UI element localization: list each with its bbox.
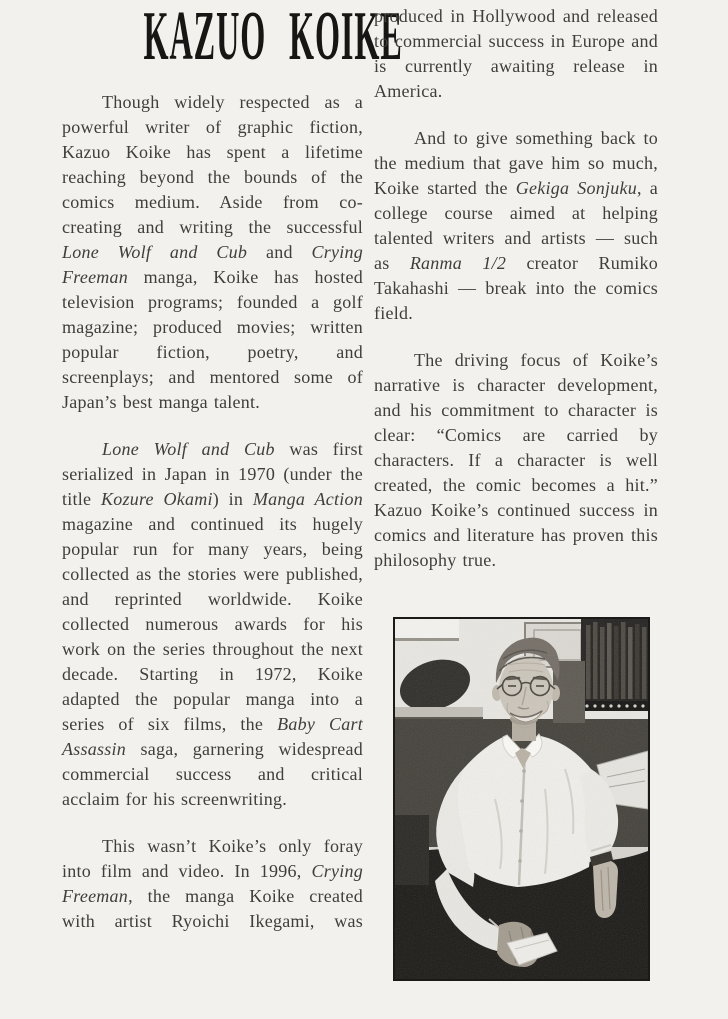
left-column-paragraph-3: This wasn’t Koike’s only foray into film and video. In 1996, Crying Freeman, the manga Koike created with artist Ryoichi Ikegami, was xyxy=(62,836,363,931)
page-title: KAZUO KOIKE xyxy=(143,0,403,75)
koike-portrait-photo xyxy=(393,617,650,981)
koike-portrait-illustration xyxy=(395,619,648,979)
right-column xyxy=(374,4,658,595)
right-column-paragraph-3: The driving focus of Koike’s narrative is character development, and his commitment to character is clear: “Comics are carried by characters. If a character is well created, the comic becomes a hit.” Kazuo Koike’s continued success in comics and literature has proven this philosophy true. xyxy=(374,350,658,570)
left-column xyxy=(62,90,363,956)
left-column-paragraph-2: Lone Wolf and Cub was first serialized in Japan in 1970 (under the title Kozure Okami) in Manga Action magazine and continued its hugely popular run for many years, being collected as the stories were published, and reprinted worldwide. Koike collected numerous awards for his work on the series throughout the next decade. Starting in 1972, Koike adapted the popular manga into a series of six films, the Baby Cart Assassin saga, garnering widespread commercial success and critical acclaim for his screenwriting. xyxy=(62,439,364,809)
left-column-paragraph-1: Though widely respected as a powerful writer of graphic fiction, Kazuo Koike has spent a lifetime reaching beyond the bounds of the comics medium. Aside from co-creating and writing the successful Lone Wolf and Cub and Crying Freeman manga, Koike has hosted television programs; founded a golf magazine; produced movies; written popular fiction, poetry, and screenplays; and mentored some of Japan’s best manga talent. xyxy=(62,92,363,412)
right-column-paragraph-2: And to give something back to the medium that gave him so much, Koike started the Gekiga Sonjuku, a college course aimed at helping talented writers and artists — such as Ranma 1/2 creator Rumiko Takahashi — break into the comics field. xyxy=(374,128,658,323)
right-column-paragraph-1: produced in Hollywood and released to commercial success in Europe and is currently awaiting release in America. xyxy=(374,6,658,101)
